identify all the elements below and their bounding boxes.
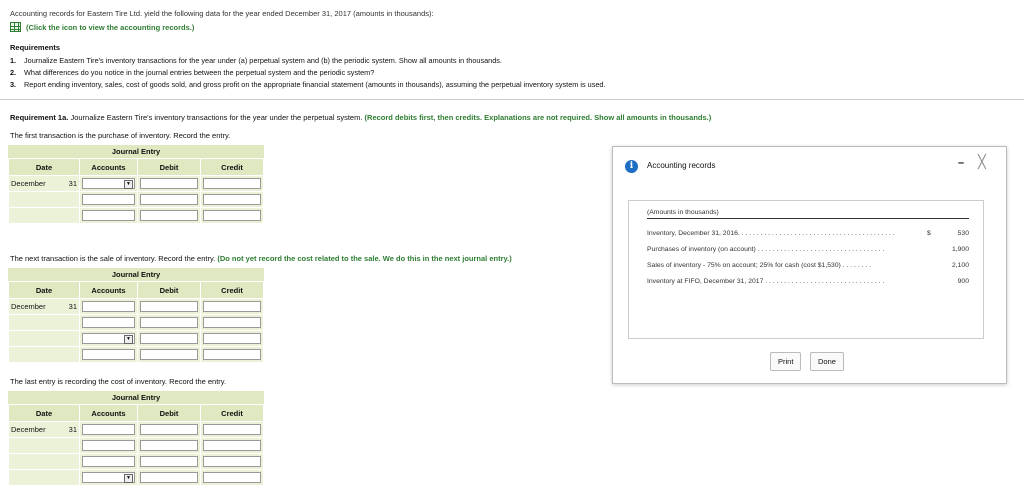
prompt-third: The last entry is recording the cost of inventory. Record the entry. bbox=[10, 377, 227, 386]
req1a-instruction: (Record debits first, then credits. Explanations are not required. Show all amounts in thousands.) bbox=[364, 113, 712, 122]
requirement-item bbox=[10, 68, 606, 80]
table-row bbox=[647, 257, 969, 273]
req-num: 3. bbox=[10, 80, 17, 89]
col-credit: Credit bbox=[201, 159, 264, 176]
credit-input[interactable] bbox=[203, 472, 261, 483]
account-select[interactable] bbox=[82, 456, 135, 467]
account-select[interactable] bbox=[82, 440, 135, 451]
debit-input[interactable] bbox=[140, 301, 198, 312]
journal-entry-3 bbox=[8, 391, 264, 486]
record-label: Purchases of inventory (on account) . . . . . . . . . . . . . . . . . . . . . . . . . . . . . . . . . . bbox=[647, 245, 885, 253]
record-amount: 530 bbox=[957, 229, 969, 237]
account-select[interactable] bbox=[82, 301, 135, 312]
table-row bbox=[647, 241, 969, 257]
record-label: Inventory, December 31, 2016. . . . . . . . . . . . . . . . . . . . . . . . . . . . . . . . . . . . . . . . . . bbox=[647, 229, 895, 237]
done-button[interactable]: Done bbox=[810, 352, 844, 371]
debit-input[interactable] bbox=[140, 178, 198, 189]
account-select[interactable] bbox=[82, 349, 135, 360]
prompt-second-note: (Do not yet record the cost related to the sale. We do this in the next journal entry.) bbox=[217, 254, 512, 263]
account-select[interactable] bbox=[82, 472, 135, 483]
records-panel bbox=[628, 200, 984, 339]
chevron-down-icon[interactable]: ▼ bbox=[124, 335, 133, 344]
table-row bbox=[9, 192, 264, 208]
journal-entry-1 bbox=[8, 145, 264, 224]
table-icon[interactable] bbox=[10, 22, 21, 32]
minimize-icon[interactable]: – bbox=[958, 157, 965, 169]
table-row bbox=[9, 176, 264, 192]
requirements-list bbox=[10, 56, 606, 92]
col-debit: Debit bbox=[138, 405, 201, 422]
requirements-title: Requirements bbox=[10, 43, 61, 52]
records-table bbox=[647, 209, 969, 289]
credit-input[interactable] bbox=[203, 440, 261, 451]
req-num: 1. bbox=[10, 56, 17, 65]
debit-input[interactable] bbox=[140, 333, 198, 344]
intro-text: Accounting records for Eastern Tire Ltd. yield the following data for the year ended December 31, 2017 (amounts in thousands): bbox=[10, 9, 434, 18]
col-accounts: Accounts bbox=[80, 405, 138, 422]
account-select[interactable] bbox=[82, 194, 135, 205]
debit-input[interactable] bbox=[140, 440, 198, 451]
dialog-title: Accounting records bbox=[647, 161, 716, 170]
table-row bbox=[9, 331, 264, 347]
credit-input[interactable] bbox=[203, 349, 261, 360]
credit-input[interactable] bbox=[203, 317, 261, 328]
table-row bbox=[9, 470, 264, 486]
view-records-text[interactable]: (Click the icon to view the accounting records.) bbox=[26, 22, 195, 32]
account-select[interactable] bbox=[82, 333, 135, 344]
records-header: (Amounts in thousands) bbox=[647, 209, 969, 219]
table-row bbox=[9, 422, 264, 438]
date-day: 31 bbox=[68, 302, 77, 311]
debit-input[interactable] bbox=[140, 194, 198, 205]
journal-entry-2 bbox=[8, 268, 264, 363]
prompt-second bbox=[10, 254, 512, 263]
journal-title: Journal Entry bbox=[8, 145, 264, 158]
req-text: Report ending inventory, sales, cost of goods sold, and gross profit on the appropriate financial statement (amounts in thousands), assuming the perpetual inventory system is used. bbox=[24, 80, 606, 89]
req-text: What differences do you notice in the journal entries between the perpetual system and the periodic system? bbox=[24, 68, 375, 77]
table-row bbox=[9, 299, 264, 315]
col-date: Date bbox=[9, 282, 80, 299]
journal-title: Journal Entry bbox=[8, 268, 264, 281]
prompt-second-text: The next transaction is the sale of inventory. Record the entry. bbox=[10, 254, 216, 263]
close-icon[interactable]: ╳ bbox=[978, 154, 986, 169]
table-row bbox=[9, 438, 264, 454]
req-num: 2. bbox=[10, 68, 17, 77]
prompt-first: The first transaction is the purchase of inventory. Record the entry. bbox=[10, 131, 231, 140]
date-day: 31 bbox=[68, 179, 77, 188]
table-row bbox=[9, 315, 264, 331]
record-amount: 2,100 bbox=[951, 261, 969, 269]
req1a-label: Requirement 1a. bbox=[10, 113, 69, 122]
col-credit: Credit bbox=[201, 405, 264, 422]
credit-input[interactable] bbox=[203, 178, 261, 189]
col-debit: Debit bbox=[138, 282, 201, 299]
debit-input[interactable] bbox=[140, 424, 198, 435]
debit-input[interactable] bbox=[140, 456, 198, 467]
credit-input[interactable] bbox=[203, 301, 261, 312]
record-label: Sales of inventory - 75% on account; 25% for cash (cost $1,530) . . . . . . . . bbox=[647, 261, 872, 269]
credit-input[interactable] bbox=[203, 194, 261, 205]
credit-input[interactable] bbox=[203, 210, 261, 221]
account-select[interactable] bbox=[82, 210, 135, 221]
col-credit: Credit bbox=[201, 282, 264, 299]
date-day: 31 bbox=[68, 425, 77, 434]
info-icon: i bbox=[625, 160, 638, 173]
print-button[interactable]: Print bbox=[770, 352, 801, 371]
table-row bbox=[9, 347, 264, 363]
credit-input[interactable] bbox=[203, 456, 261, 467]
date-month: December bbox=[11, 179, 46, 188]
requirement-1a bbox=[10, 113, 711, 122]
table-row bbox=[9, 208, 264, 224]
col-accounts: Accounts bbox=[80, 282, 138, 299]
col-date: Date bbox=[9, 405, 80, 422]
date-month: December bbox=[11, 302, 46, 311]
col-accounts: Accounts bbox=[80, 159, 138, 176]
requirement-item bbox=[10, 80, 606, 92]
requirement-item bbox=[10, 56, 606, 68]
record-amount: 900 bbox=[957, 277, 969, 285]
credit-input[interactable] bbox=[203, 424, 261, 435]
account-select[interactable] bbox=[82, 317, 135, 328]
table-row bbox=[647, 225, 969, 241]
record-label: Inventory at FIFO, December 31, 2017 . . . . . . . . . . . . . . . . . . . . . . . . . . . . . . . . bbox=[647, 277, 885, 285]
account-select[interactable] bbox=[82, 178, 135, 189]
debit-input[interactable] bbox=[140, 317, 198, 328]
record-currency: $ bbox=[927, 229, 931, 237]
col-debit: Debit bbox=[138, 159, 201, 176]
record-amount: 1,900 bbox=[951, 245, 969, 253]
req-text: Journalize Eastern Tire's inventory transactions for the year under (a) perpetual system and (b) the periodic system. Show all amounts in thousands. bbox=[24, 56, 502, 65]
account-select[interactable] bbox=[82, 424, 135, 435]
chevron-down-icon[interactable]: ▼ bbox=[124, 180, 133, 189]
debit-input[interactable] bbox=[140, 349, 198, 360]
credit-input[interactable] bbox=[203, 333, 261, 344]
journal-title: Journal Entry bbox=[8, 391, 264, 404]
debit-input[interactable] bbox=[140, 472, 198, 483]
divider bbox=[0, 99, 1024, 100]
col-date: Date bbox=[9, 159, 80, 176]
view-records-link[interactable] bbox=[10, 22, 194, 32]
accounting-records-dialog bbox=[612, 146, 1007, 384]
date-month: December bbox=[11, 425, 46, 434]
table-row bbox=[9, 454, 264, 470]
req1a-text: Journalize Eastern Tire's inventory transactions for the year under the perpetual system. bbox=[68, 113, 363, 122]
debit-input[interactable] bbox=[140, 210, 198, 221]
chevron-down-icon[interactable]: ▼ bbox=[124, 474, 133, 483]
table-row bbox=[647, 273, 969, 289]
